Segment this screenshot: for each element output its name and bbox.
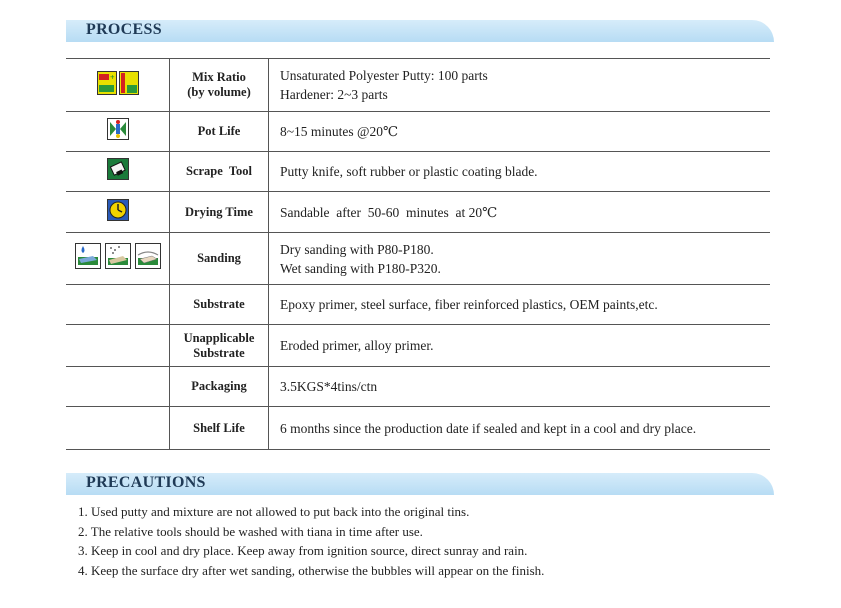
icon-cell [66,233,170,285]
row-label: Mix Ratio (by volume) [170,59,269,112]
row-value: Eroded primer, alloy primer. [269,325,771,367]
row-value: 3.5KGS*4tins/ctn [269,367,771,407]
row-value: Sandable after 50-60 minutes at 20℃ [269,192,771,233]
row-label: Scrape Tool [170,152,269,192]
table-row-scrape-tool [66,152,770,192]
precautions-title: PRECAUTIONS [86,474,206,491]
row-value: Putty knife, soft rubber or plastic coating blade. [269,152,771,192]
row-value: Dry sanding with P80-P180. Wet sanding with P180-P320. [269,233,771,285]
hand-sanding-icon [135,243,161,274]
row-label: Substrate [170,285,269,325]
table-row-shelf-life [66,407,770,450]
list-item: 4. Keep the surface dry after wet sanding, otherwise the bubbles will appear on the finish. [78,562,545,578]
list-item: 1. Used putty and mixture are not allowed to put back into the original tins. [78,504,470,519]
scrape-tool-icon [107,158,129,185]
row-label: Packaging [170,367,269,407]
row-value: 6 months since the production date if sealed and kept in a cool and dry place. [269,407,771,450]
icon-cell [66,407,170,450]
icon-cell [66,59,170,112]
icon-cell [66,285,170,325]
table-row-sanding [66,233,770,285]
row-value: Epoxy primer, steel surface, fiber reinforced plastics, OEM paints,etc. [269,285,771,325]
icon-cell [66,152,170,192]
icon-cell [66,112,170,152]
icon-cell [66,192,170,233]
table-row-unapplicable-substrate [66,325,770,367]
row-label: Sanding [170,233,269,285]
table-row-mix-ratio [66,59,770,112]
row-label: Pot Life [170,112,269,152]
row-value: Unsaturated Polyester Putty: 100 parts Hardener: 2~3 parts [269,59,771,112]
table-row-drying-time [66,192,770,233]
row-label: Drying Time [170,192,269,233]
pot-life-icon [107,118,129,145]
row-label: Unapplicable Substrate [170,325,269,367]
list-item: 3. Keep in cool and dry place. Keep away from ignition source, direct sunray and rain. [78,543,528,558]
table-row-substrate [66,285,770,325]
table-row-pot-life [66,112,770,152]
wet-sanding-icon [75,243,101,274]
icon-cell [66,367,170,407]
precautions-header [66,473,774,495]
process-table [66,58,770,450]
dry-sanding-icon [105,243,131,274]
clock-icon [107,199,129,226]
precautions-list [78,502,544,580]
mix-ratio-icon [97,71,139,100]
process-header [66,20,774,42]
list-item: 2. The relative tools should be washed with tiana in time after use. [78,523,423,539]
table-row-packaging [66,367,770,407]
row-label: Shelf Life [170,407,269,450]
row-value: 8~15 minutes @20℃ [269,112,771,152]
icon-cell [66,325,170,367]
svg-text:+: + [109,72,115,82]
process-title: PROCESS [86,21,162,38]
